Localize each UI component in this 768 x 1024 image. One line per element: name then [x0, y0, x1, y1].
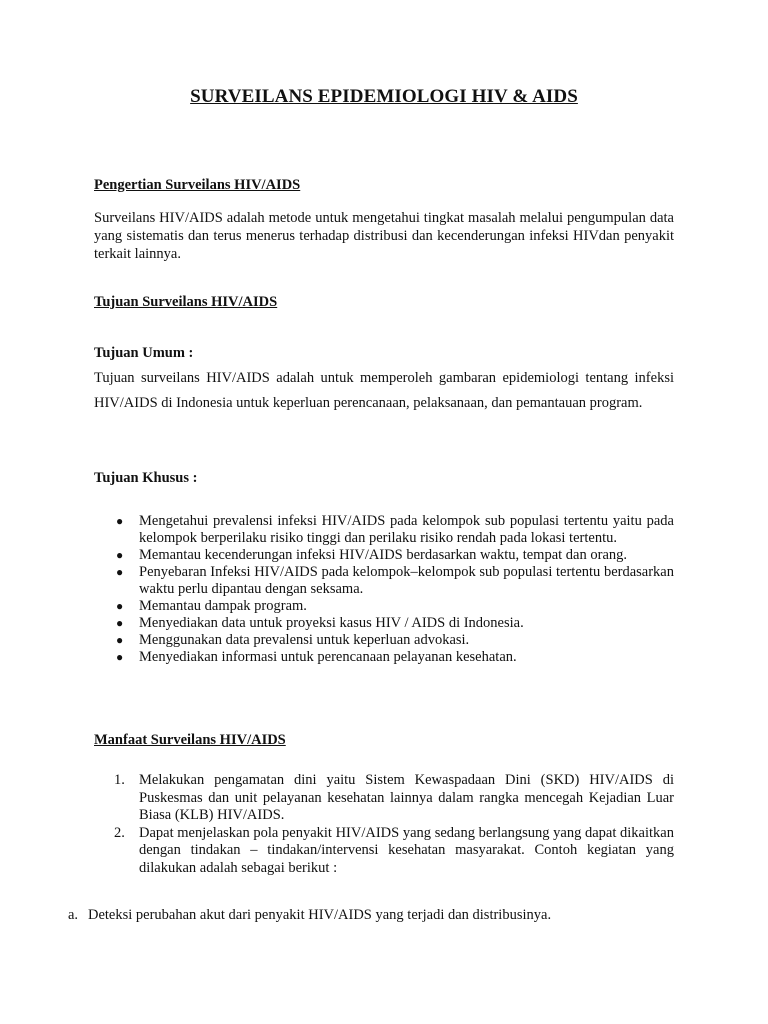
list-item-text: Menyediakan data untuk proyeksi kasus HIV / AIDS di Indonesia.: [139, 615, 524, 631]
list-item-number: 2.: [114, 824, 125, 841]
manfaat-sub-item: [68, 907, 551, 924]
pengertian-paragraph: Surveilans HIV/AIDS adalah metode untuk mengetahui tingkat masalah melalui pengumpulan data yang sistematis dan terus menerus terhadap distribusi dan kecenderungan infeksi HIVdan penyakit terkait lainnya.: [94, 210, 674, 262]
list-item-text: Memantau dampak program.: [139, 598, 307, 614]
list-item-number: 1.: [114, 772, 125, 788]
manfaat-list: [94, 772, 674, 877]
list-item: [94, 564, 674, 598]
bullet-icon: ●: [116, 599, 124, 613]
tujuan-umum-heading: Tujuan Umum :: [94, 345, 194, 361]
list-item: [94, 547, 674, 564]
tujuan-khusus-list: [94, 513, 674, 666]
list-item-text: Mengetahui prevalensi infeksi HIV/AIDS pada kelompok sub populasi tertentu yaitu pada kelompok berperilaku risiko tinggi dan perilaku risiko rendah pada lokasi tertentu.: [139, 513, 674, 546]
bullet-icon: ●: [116, 633, 124, 647]
list-item: [94, 598, 674, 615]
list-item: [94, 615, 674, 632]
bullet-icon: ●: [116, 565, 124, 579]
list-item-text: Penyebaran Infeksi HIV/AIDS pada kelompok–kelompok sub populasi tertentu berdasarkan waktu perlu dipantau dengan seksama.: [139, 564, 674, 597]
document-title: SURVEILANS EPIDEMIOLOGI HIV & AIDS: [190, 86, 578, 107]
bullet-icon: ●: [116, 514, 124, 528]
sub-item-text: Deteksi perubahan akut dari penyakit HIV/AIDS yang terjadi dan distribusinya.: [88, 907, 552, 923]
tujuan-heading: Tujuan Surveilans HIV/AIDS: [94, 294, 278, 310]
list-item-text: Menggunakan data prevalensi untuk keperluan advokasi.: [139, 632, 470, 648]
pengertian-heading: Pengertian Surveilans HIV/AIDS: [94, 177, 301, 193]
tujuan-khusus-heading: Tujuan Khusus :: [94, 470, 198, 486]
bullet-icon: ●: [116, 616, 124, 630]
list-item-text: Dapat menjelaskan pola penyakit HIV/AIDS yang sedang berlangsung yang dapat dikaitkan dengan tindakan – tindakan/intervensi kesehatan masyarakat. Contoh kegiatan yang dilakukan adalah sebagai berikut :: [139, 824, 674, 876]
sub-item-letter: a.: [68, 907, 79, 923]
list-item-text: Melakukan pengamatan dini yaitu Sistem Kewaspadaan Dini (SKD) HIV/AIDS di Puskesmas dan unit pelayanan kesehatan lainnya dalam rangka mencegah Kejadian Luar Biasa (KLB) HIV/AIDS.: [139, 772, 674, 823]
manfaat-heading: Manfaat Surveilans HIV/AIDS: [94, 732, 286, 748]
list-item: [94, 825, 674, 878]
bullet-icon: ●: [116, 650, 124, 664]
tujuan-umum-paragraph: Tujuan surveilans HIV/AIDS adalah untuk memperoleh gambaran epidemiologi tentang infeksi HIV/AIDS di Indonesia untuk keperluan perencanaan, pelaksanaan, dan pemantauan program.: [94, 370, 674, 411]
list-item: [94, 649, 674, 666]
list-item: [94, 632, 674, 649]
list-item: [94, 772, 674, 825]
bullet-icon: ●: [116, 548, 124, 562]
list-item-text: Menyediakan informasi untuk perencanaan pelayanan kesehatan.: [139, 649, 517, 665]
list-item: [94, 513, 674, 547]
list-item-text: Memantau kecenderungan infeksi HIV/AIDS berdasarkan waktu, tempat dan orang.: [139, 547, 628, 563]
